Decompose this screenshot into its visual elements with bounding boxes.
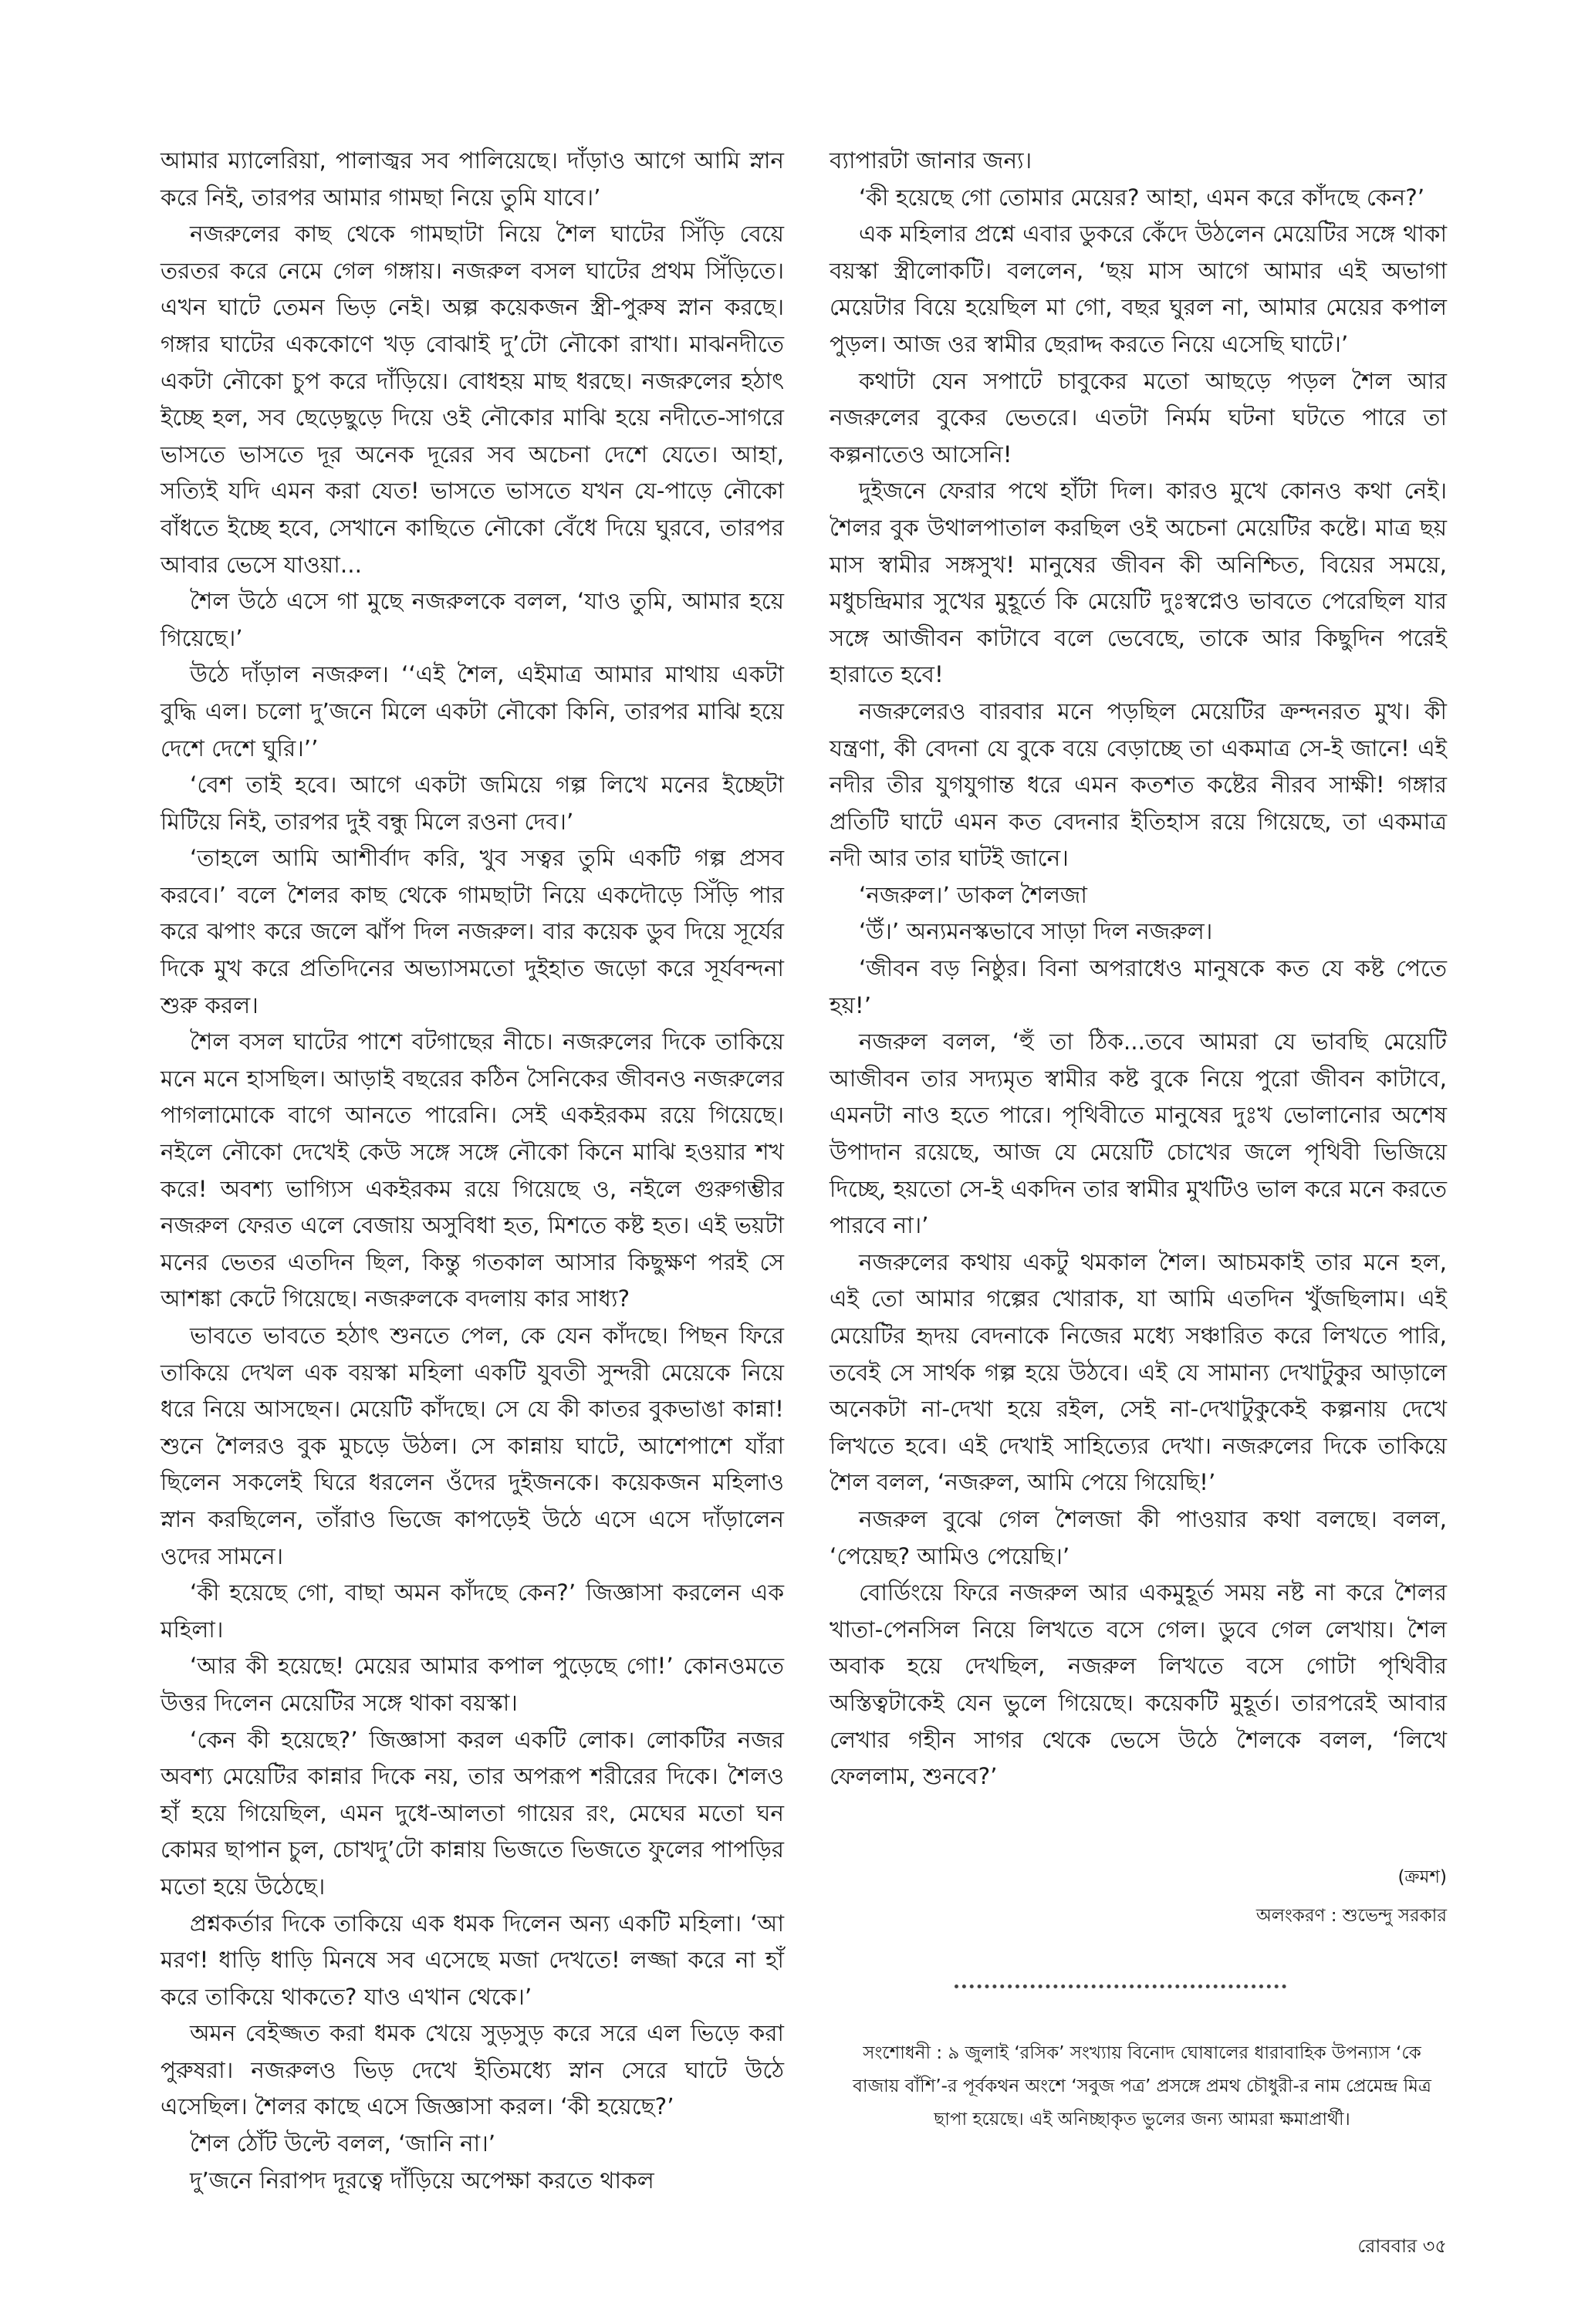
paragraph: ভাবতে ভাবতে হঠাৎ শুনতে পেল, কে যেন কাঁদছে। পিছন ফিরে তাকিয়ে দেখল এক বয়স্কা মহিলা একটি যুবতী সুন্দরী মেয়েকে নিয়ে ধরে নিয়ে আসছেন। মেয়েটি কাঁদছে। সে যে কী কাতর বুকভাঙা কান্না! শুনে শৈলরও বুক মুচড়ে উঠল। সে কান্নায় ঘাটে, আশেপাশে যাঁরা ছিলেন সকলেই ঘিরে ধরলেন ওঁদের দুইজনকে। কয়েকজন মহিলাও স্নান করছিলেন, তাঁরাও ভিজে কাপড়েই উঠে এসে এসে দাঁড়ালেন ওদের সামনে। <box>161 1322 784 1569</box>
paragraph: এক মহিলার প্রশ্নে এবার ডুকরে কেঁদে উঠলেন মেয়েটির সঙ্গে থাকা বয়স্কা স্ত্রীলোকটি। বললেন, ‘ছয় মাস আগে আমার এই অভাগা মেয়েটার বিয়ে হয়েছিল মা গো, বছর ঘুরল না, আমার মেয়ের কপাল পুড়ল। আজ ওর স্বামীর ছেরাদ্দ করতে নিয়ে এসেছি ঘাটে।’ <box>830 221 1447 357</box>
paragraph: প্রশ্নকর্তার দিকে তাকিয়ে এক ধমক দিলেন অন্য একটি মহিলা। ‘আ মরণ! ধাড়ি ধাড়ি মিনষে সব এসেছে মজা দেখতে! লজ্জা করে না হাঁ করে তাকিয়ে থাকতে? যাও এখান থেকে।’ <box>161 1910 784 2010</box>
correction-note: সংশোধনী : ৯ জুলাই ‘রসিক’ সংখ্যায় বিনোদ ঘোষালের ধারাবাহিক উপন্যাস ‘কে বাজায় বাঁশি’-র পূর্বকথন অংশে ‘সবুজ পত্র’ প্রসঙ্গে প্রমথ চৌধুরী-র নাম প্রেমেন্দ্র মিত্র ছাপা হয়েছে। এই অনিচ্ছাকৃত ভুলের জন্য আমরা ক্ষমাপ্রার্থী। <box>853 2043 1431 2130</box>
paragraph: নজরুল বুঝে গেল শৈলজা কী পাওয়ার কথা বলছে। বলল, ‘পেয়েছ? আমিও পেয়েছি।’ <box>830 1505 1447 1569</box>
paragraph: ‘নজরুল।’ ডাকল শৈলজা <box>859 881 1087 908</box>
paragraph: কথাটা যেন সপাটে চাবুকের মতো আছড়ে পড়ল শৈল আর নজরুলের বুকের ভেতরে। এতটা নির্মম ঘটনা ঘটতে পারে তা কল্পনাতেও আসেনি! <box>830 367 1447 468</box>
paragraph: উঠে দাঁড়াল নজরুল। ‘‘এই শৈল, এইমাত্র আমার মাথায় একটা বুদ্ধি এল। চলো দু’জনে মিলে একটা নৌকো কিনি, তারপর মাঝি হয়ে দেশে দেশে ঘুরি।’’ <box>161 661 784 762</box>
paragraph: ‘কেন কী হয়েছে?’ জিজ্ঞাসা করল একটি লোক। লোকটির নজর অবশ্য মেয়েটির কান্নার দিকে নয়, তার অপরূপ শরীরের দিকে। শৈলও হাঁ হয়ে গিয়েছিল, এমন দুধে-আলতা গায়ের রং, মেঘের মতো ঘন কোমর ছাপান চুল, চোখদু’টো কান্নায় ভিজতে ভিজতে ফুলের পাপড়ির মতো হয়ে উঠেছে। <box>161 1726 784 1900</box>
paragraph: শৈল উঠে এসে গা মুছে নজরুলকে বলল, ‘যাও তুমি, আমার হয়ে গিয়েছে।’ <box>161 588 784 651</box>
paragraph: ‘জীবন বড় নিষ্ঠুর। বিনা অপরাধেও মানুষকে কত যে কষ্ট পেতে হয়!’ <box>830 955 1447 1018</box>
right-column <box>830 143 1447 1795</box>
story-credits <box>1256 1858 1447 1935</box>
paragraph: বোর্ডিংয়ে ফিরে নজরুল আর একমুহূর্ত সময় নষ্ট না করে শৈলর খাতা-পেনসিল নিয়ে লিখতে বসে গেল। ডুবে গেল লেখায়। শৈল অবাক হয়ে দেখছিল, নজরুল লিখতে বসে গোটা পৃথিবীর অস্তিত্বটাকেই যেন ভুলে গিয়েছে। কয়েকটি মুহূর্ত। তারপরেই আবার লেখার গহীন সাগর থেকে ভেসে উঠে শৈলকে বলল, ‘লিখে ফেললাম, শুনবে?’ <box>830 1579 1447 1790</box>
paragraph: ‘বেশ তাই হবে। আগে একটা জমিয়ে গল্প লিখে মনের ইচ্ছেটা মিটিয়ে নিই, তারপর দুই বন্ধু মিলে রওনা দেব।’ <box>161 772 784 835</box>
paragraph: নজরুলের কাছ থেকে গামছাটা নিয়ে শৈল ঘাটের সিঁড়ি বেয়ে তরতর করে নেমে গেল গঙ্গায়। নজরুল বসল ঘাটের প্রথম সিঁড়িতে। এখন ঘাটে তেমন ভিড় নেই। অল্প কয়েকজন স্ত্রী-পুরুষ স্নান করছে। গঙ্গার ঘাটের এককোণে খড় বোঝাই দু’টো নৌকো রাখা। মাঝনদীতে একটা নৌকো চুপ করে দাঁড়িয়ে। বোধহয় মাছ ধরছে। নজরুলের হঠাৎ ইচ্ছে হল, সব ছেড়েছুড়ে দিয়ে ওই নৌকোর মাঝি হয়ে নদীতে-সাগরে ভাসতে ভাসতে দূর অনেক দূরের সব অচেনা দেশে যেতে। আহা, সত্যিই যদি এমন করা যেত! ভাসতে ভাসতে যখন যে-পাড়ে নৌকো বাঁধতে ইচ্ছে হবে, সেখানে কাছিতে নৌকো বেঁধে দিয়ে ঘুরবে, তারপর আবার ভেসে যাওয়া... <box>161 221 784 578</box>
paragraph: দু’জনে নিরাপদ দূরত্বে দাঁড়িয়ে অপেক্ষা করতে থাকল <box>190 2167 654 2194</box>
paragraph: শৈল ঠোঁট উল্টে বলল, ‘জানি না।’ <box>190 2130 496 2157</box>
paragraph: ব্যাপারটা জানার জন্য। <box>830 147 1032 174</box>
continued-marker: (ক্রমশ) <box>1397 1867 1447 1887</box>
paragraph: নজরুলেরও বারবার মনে পড়ছিল মেয়েটির ক্রন্দনরত মুখ। কী যন্ত্রণা, কী বেদনা যে বুকে বয়ে বেড়াচ্ছে তা একমাত্র সে-ই জানে! এই নদীর তীর যুগযুগান্ত ধরে এমন কতশত কষ্টের নীরব সাক্ষী! গঙ্গার প্রতিটি ঘাটে এমন কত বেদনার ইতিহাস রয়ে গিয়েছে, তা একমাত্র নদী আর তার ঘাটই জানে। <box>830 698 1447 872</box>
illustration-credit: অলংকরণ : শুভেন্দু সরকার <box>1255 1906 1447 1926</box>
paragraph: ‘আর কী হয়েছে! মেয়ের আমার কপাল পুড়েছে গো!’ কোনওমতে উত্তর দিলেন মেয়েটির সঙ্গে থাকা বয়স্কা। <box>161 1653 784 1716</box>
paragraph: দুইজনে ফেরার পথে হাঁটা দিল। কারও মুখে কোনও কথা নেই। শৈলর বুক উথালপাতাল করছিল ওই অচেনা মেয়েটির কষ্টে। মাত্র ছয় মাস স্বামীর সঙ্গসুখ! মানুষের জীবন কী অনিশ্চিত, বিয়ের সময়ে, মধুচন্দ্রিমার সুখের মুহূর্তে কি মেয়েটি দুঃস্বপ্নেও ভাবতে পেরেছিল যার সঙ্গে আজীবন কাটাবে বলে ভেবেছে, তাকে আর কিছুদিন পরেই হারাতে হবে! <box>830 478 1447 688</box>
paragraph: নজরুল বলল, ‘হুঁ তা ঠিক...তবে আমরা যে ভাবছি মেয়েটি আজীবন তার সদ্যমৃত স্বামীর কষ্ট বুকে নিয়ে পুরো জীবন কাটাবে, এমনটা নাও হতে পারে। পৃথিবীতে মানুষের দুঃখ ভোলানোর অশেষ উপাদান রয়েছে, আজ যে মেয়েটি চোখের জলে পৃথিবী ভিজিয়ে দিচ্ছে, হয়তো সে-ই একদিন তার স্বামীর মুখটিও ভাল করে মনে করতে পারবে না।’ <box>830 1029 1447 1239</box>
paragraph: নজরুলের কথায় একটু থমকাল শৈল। আচমকাই তার মনে হল, এই তো আমার গল্পের খোরাক, যা আমি এতদিন খুঁজছিলাম। এই মেয়েটির হৃদয় বেদনাকে নিজের মধ্যে সঞ্চারিত করে লিখতে পারি, তবেই সে সার্থক গল্প হয়ে উঠবে। এই যে সামান্য দেখাটুকুর আড়ালে অনেকটা না-দেখা হয়ে রইল, সেই না-দেখাটুকুকেই কল্পনায় দেখে লিখতে হবে। এই দেখাই সাহিত্যের দেখা। নজরুলের দিকে তাকিয়ে শৈল বলল, ‘নজরুল, আমি পেয়ে গিয়েছি!’ <box>830 1248 1447 1496</box>
paragraph: অমন বেইজ্জত করা ধমক খেয়ে সুড়সুড় করে সরে এল ভিড়ে করা পুরুষরা। নজরুলও ভিড় দেখে ইতিমধ্যে স্নান সেরে ঘাটে উঠে এসেছিল। শৈলর কাছে এসে জিজ্ঞাসা করল। ‘কী হয়েছে?’ <box>161 2020 784 2120</box>
paragraph: শৈল বসল ঘাটের পাশে বটগাছের নীচে। নজরুলের দিকে তাকিয়ে মনে মনে হাসছিল। আড়াই বছরের কঠিন সৈনিকের জীবনও নজরুলের পাগলামোকে বাগে আনতে পারেনি। সেই একইরকম রয়ে গিয়েছে। নইলে নৌকো দেখেই কেউ সঙ্গে সঙ্গে নৌকো কিনে মাঝি হওয়ার শখ করে! অবশ্য ভাগ্যিস একইরকম রয়ে গিয়েছে ও, নইলে গুরুগম্ভীর নজরুল ফেরত এলে বেজায় অসুবিধা হত, মিশতে কষ্ট হত। এই ভয়টা মনের ভেতর এতদিন ছিল, কিন্তু গতকাল আসার কিছুক্ষণ পরই সে আশঙ্কা কেটে গিয়েছে। নজরুলকে বদলায় কার সাধ্য? <box>161 1029 784 1312</box>
paragraph: ‘কী হয়েছে গো তোমার মেয়ের? আহা, এমন করে কাঁদছে কেন?’ <box>859 184 1425 211</box>
paragraph: আমার ম্যালেরিয়া, পালাজ্বর সব পালিয়েছে। দাঁড়াও আগে আমি স্নান করে নিই, তারপর আমার গামছা নিয়ে তুমি যাবে।’ <box>161 147 784 211</box>
page-folio: রোববার ৩৫ <box>1357 2235 1447 2257</box>
paragraph: ‘কী হয়েছে গো, বাছা অমন কাঁদছে কেন?’ জিজ্ঞাসা করলেন এক মহিলা। <box>161 1579 784 1643</box>
paragraph: ‘উঁ।’ অন্যমনস্কভাবে সাড়া দিল নজরুল। <box>859 918 1213 945</box>
left-column <box>161 143 784 2199</box>
paragraph: ‘তাহলে আমি আশীর্বাদ করি, খুব সত্বর তুমি একটি গল্প প্রসব করবে।’ বলে শৈলর কাছ থেকে গামছাটা নিয়ে একদৌড়ে সিঁড়ি পার করে ঝপাং করে জলে ঝাঁপ দিল নজরুল। বার কয়েক ডুব দিয়ে সূর্যের দিকে মুখ করে প্রতিদিনের অভ্যাসমতো দুইহাত জড়ো করে সূর্যবন্দনা শুরু করল। <box>161 845 784 1018</box>
dotted-divider <box>955 1985 1286 1988</box>
